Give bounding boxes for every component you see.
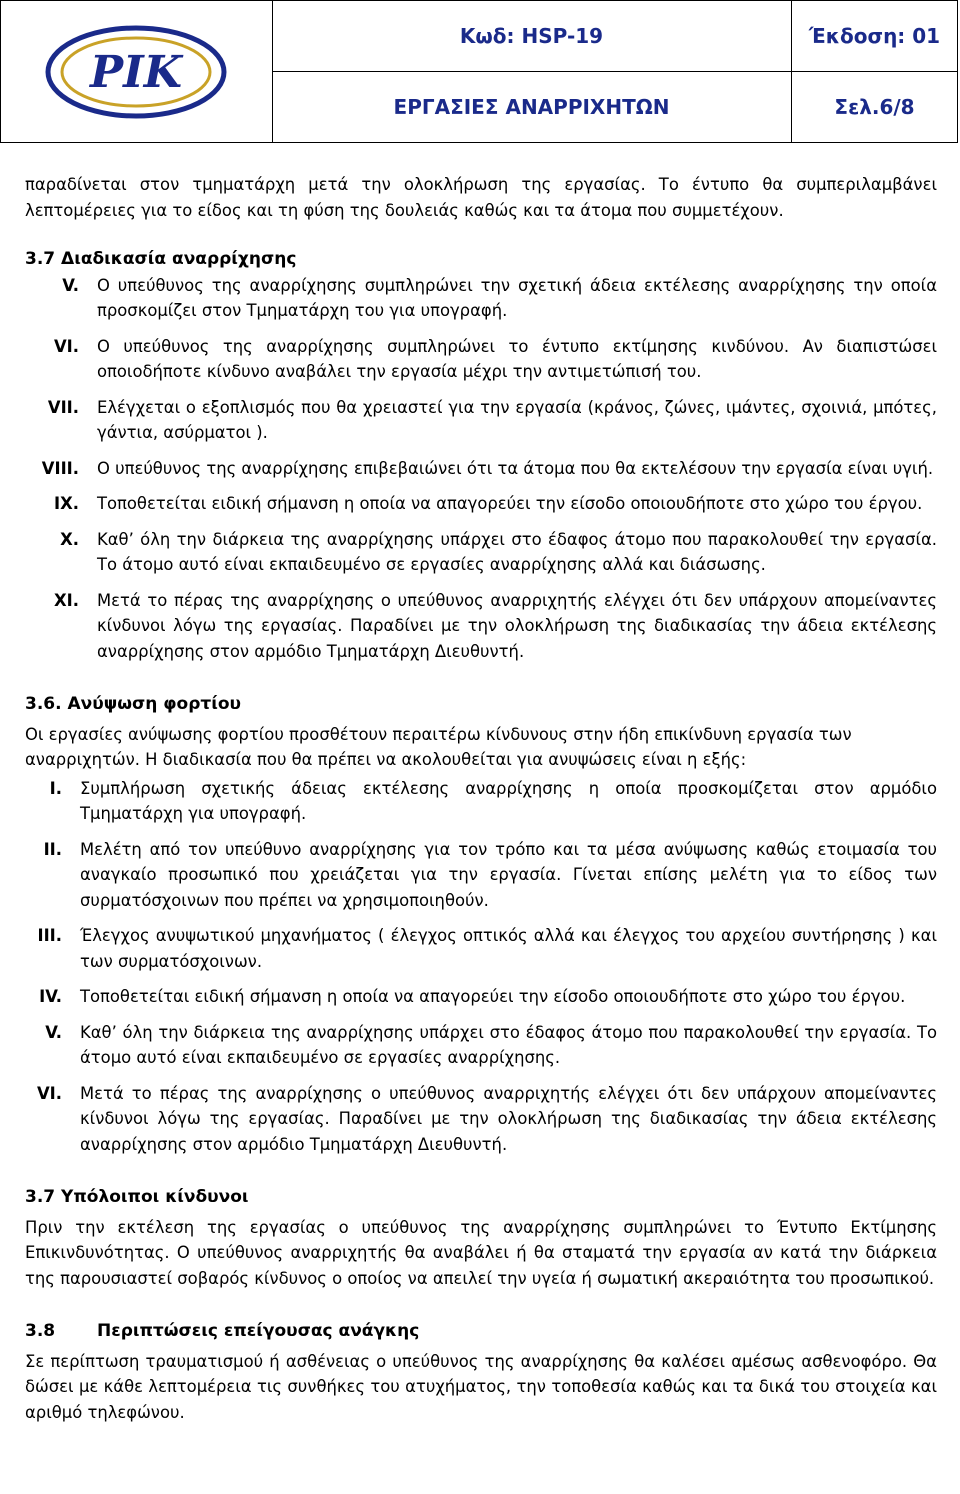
- section-heading-text: Περιπτώσεις επείγουσας ανάγκης: [97, 1321, 420, 1341]
- list-item: [25, 588, 937, 665]
- list-item-text: Τοποθετείται ειδική σήμανση η οποία να απαγορεύει την είσοδο οποιουδήποτε στο χώρο του έργου.: [80, 987, 906, 1006]
- logo-text: ΡΙΚ: [90, 47, 182, 98]
- header-row-top: [272, 1, 957, 72]
- company-logo: [43, 23, 229, 121]
- list-item-text: Έλεγχος ανυψωτικού μηχανήματος ( έλεγχος οπτικός αλλά και έλεγχος του αρχείου συντήρησης ) και των συρματόσχοινων.: [80, 926, 937, 971]
- list-item-number: III.: [37, 926, 62, 945]
- lifting-list: [25, 776, 937, 1158]
- section-3-7-risks-text: Πριν την εκτέλεση της εργασίας ο υπεύθυνος της αναρρίχησης συμπληρώνει το Έντυπο Εκτίμησης Επικινδυνότητας. Ο υπεύθυνος αναρριχητής θα αναβάλει ή θα σταματά την εργασία αν κατά την διάρκεια της παρουσιαστεί σοβαρός κίνδυνος ο οποίος να απειλεί την υγεία ή σωματική ακεραιότητα του προσωπικού.: [25, 1217, 937, 1288]
- list-item: [25, 527, 937, 578]
- list-item-number: VII.: [47, 397, 79, 417]
- header-row-bottom: [272, 72, 957, 142]
- list-item-number: IX.: [54, 494, 79, 513]
- section-heading-3-7-procedure: 3.7 Διαδικασία αναρρίχησης: [25, 249, 297, 269]
- list-item-number: X.: [60, 529, 79, 549]
- list-item: [25, 837, 937, 914]
- list-item-number: IV.: [39, 987, 62, 1006]
- list-item-text: Καθ’ όλη την διάρκεια της αναρρίχησης υπάρχει στο έδαφος άτομο που παρακολουθεί την εργασία. Το άτομο αυτό είναι εκπαιδευμένο σε εργασίες αναρρίχησης.: [80, 1022, 937, 1067]
- document-header: [0, 0, 958, 143]
- document-body: [25, 172, 937, 1425]
- list-item: [25, 984, 937, 1010]
- document-edition: Έκδοση: 01: [808, 24, 941, 48]
- list-item-number: VI.: [36, 1083, 62, 1103]
- list-item: [25, 395, 937, 446]
- list-item-text: Συμπλήρωση σχετικής άδειας εκτέλεσης αναρρίχησης η οποία προσκομίζεται στον αρμόδιο Τμηματάρχη για υπογραφή.: [80, 778, 937, 823]
- list-item: [25, 273, 937, 324]
- list-item: [25, 923, 937, 974]
- procedure-list: [25, 273, 937, 665]
- section-heading-number: 3.8: [25, 1321, 56, 1341]
- section-heading-3-6: 3.6. Ανύψωση φορτίου: [25, 694, 242, 714]
- list-item-text: Μετά το πέρας της αναρρίχησης ο υπεύθυνος αναρριχητής ελέγχει ότι δεν υπάρχουν απομείναντες κίνδυνοι λόγω της εργασίας. Παραδίνει με την ολοκλήρωση της διαδικασίας την άδεια εκτέλεσης αναρρίχησης στον αρμόδιο Τμηματάρχη Διευθυντή.: [80, 1083, 937, 1154]
- list-item-text: Ο υπεύθυνος της αναρρίχησης συμπληρώνει την σχετική άδεια εκτέλεσης αναρρίχησης την οποία προσκομίζει στον Τμηματάρχη του για υπογραφή.: [97, 275, 937, 320]
- logo-cell: [1, 1, 273, 142]
- list-item-text: Τοποθετείται ειδική σήμανση η οποία να απαγορεύει την είσοδο οποιουδήποτε στο χώρο του έργου.: [97, 494, 923, 513]
- list-item: [25, 1081, 937, 1158]
- list-item-number: V.: [45, 1022, 62, 1042]
- list-item-text: Μελέτη από τον υπεύθυνο αναρρίχησης για τον τρόπο και τα μέσα ανύψωσης καθώς ετοιμασία του αναγκαίο προσωπικό που χρειάζεται για την εργασία. Γίνεται επίσης μελέτη για το είδος των συρματόσχοινων που πρέπει να χρησιμοποιηθούν.: [80, 839, 937, 910]
- list-item: [25, 456, 937, 482]
- list-item-number: VIII.: [41, 458, 79, 478]
- page-number: Σελ.6/8: [834, 95, 915, 119]
- list-item: [25, 776, 937, 827]
- section-3-8-text: Σε περίπτωση τραυματισμού ή ασθένειας ο υπεύθυνος της αναρρίχησης θα καλέσει αμέσως ασθενοφόρο. Θα δώσει με κάθε λεπτομέρεια τις συνθήκες του ατυχήματος, την τοποθεσία καθώς και τα δικά του στοιχεία και αριθμό τηλεφώνου.: [25, 1351, 937, 1422]
- section-3-6-intro: Οι εργασίες ανύψωσης φορτίου προσθέτουν περαιτέρω κίνδυνους στην ήδη επικίνδυνη εργασία των αναρριχητών. Η διαδικασία που θα πρέπει να ακολουθείται για ανυψώσεις είναι η εξής:: [25, 724, 852, 769]
- list-item-text: Ο υπεύθυνος της αναρρίχησης επιβεβαιώνει ότι τα άτομα που θα εκτελέσουν την εργασία είναι υγιή.: [97, 458, 934, 478]
- section-heading-3-7-risks: 3.7 Υπόλοιποι κίνδυνοι: [25, 1187, 249, 1207]
- section-heading-3-8: [25, 1319, 937, 1345]
- list-item: [25, 334, 937, 385]
- list-item-text: Ελέγχεται ο εξοπλισμός που θα χρειαστεί για την εργασία (κράνος, ζώνες, ιμάντες, σχοινιά, μπότες, γάντια, ασύρματοι ).: [97, 397, 937, 442]
- intro-paragraph: παραδίνεται στον τμηματάρχη μετά την ολοκλήρωση της εργασίας. Το έντυπο θα συμπεριλαμβάνει λεπτομέρειες για το είδος και τη φύση της δουλειάς καθώς και τα άτομα που συμμετέχουν.: [25, 175, 937, 220]
- list-item-number: II.: [43, 839, 62, 859]
- list-item-number: I.: [49, 778, 62, 798]
- list-item-text: Καθ’ όλη την διάρκεια της αναρρίχησης υπάρχει στο έδαφος άτομο που παρακολουθεί την εργασία. Το άτομο αυτό είναι εκπαιδευμένο σε εργασίες αναρρίχησης αλλά και διάσωσης.: [97, 529, 937, 574]
- document-title: ΕΡΓΑΣΙΕΣ ΑΝΑΡΡΙΧΗΤΩΝ: [272, 72, 792, 142]
- list-item: [25, 1020, 937, 1071]
- list-item-text: Ο υπεύθυνος της αναρρίχησης συμπληρώνει το έντυπο εκτίμησης κινδύνου. Αν διαπιστώσει οποιοδήποτε κίνδυνο αναβάλει την εργασία μέχρι την αντιμετώπισή του.: [97, 336, 937, 381]
- list-item: [25, 491, 937, 517]
- document-code: Κωδ: HSP-19: [272, 1, 792, 71]
- list-item-number: V.: [62, 275, 79, 295]
- list-item-text: Μετά το πέρας της αναρρίχησης ο υπεύθυνος αναρριχητής ελέγχει ότι δεν υπάρχουν απομείναντες κίνδυνοι λόγω της εργασίας. Παραδίνει με την ολοκλήρωση της διαδικασίας την άδεια εκτέλεσης αναρρίχησης στον αρμόδιο Τμηματάρχη Διευθυντή.: [97, 590, 937, 661]
- list-item-number: XI.: [54, 590, 79, 610]
- list-item-number: VI.: [53, 336, 79, 356]
